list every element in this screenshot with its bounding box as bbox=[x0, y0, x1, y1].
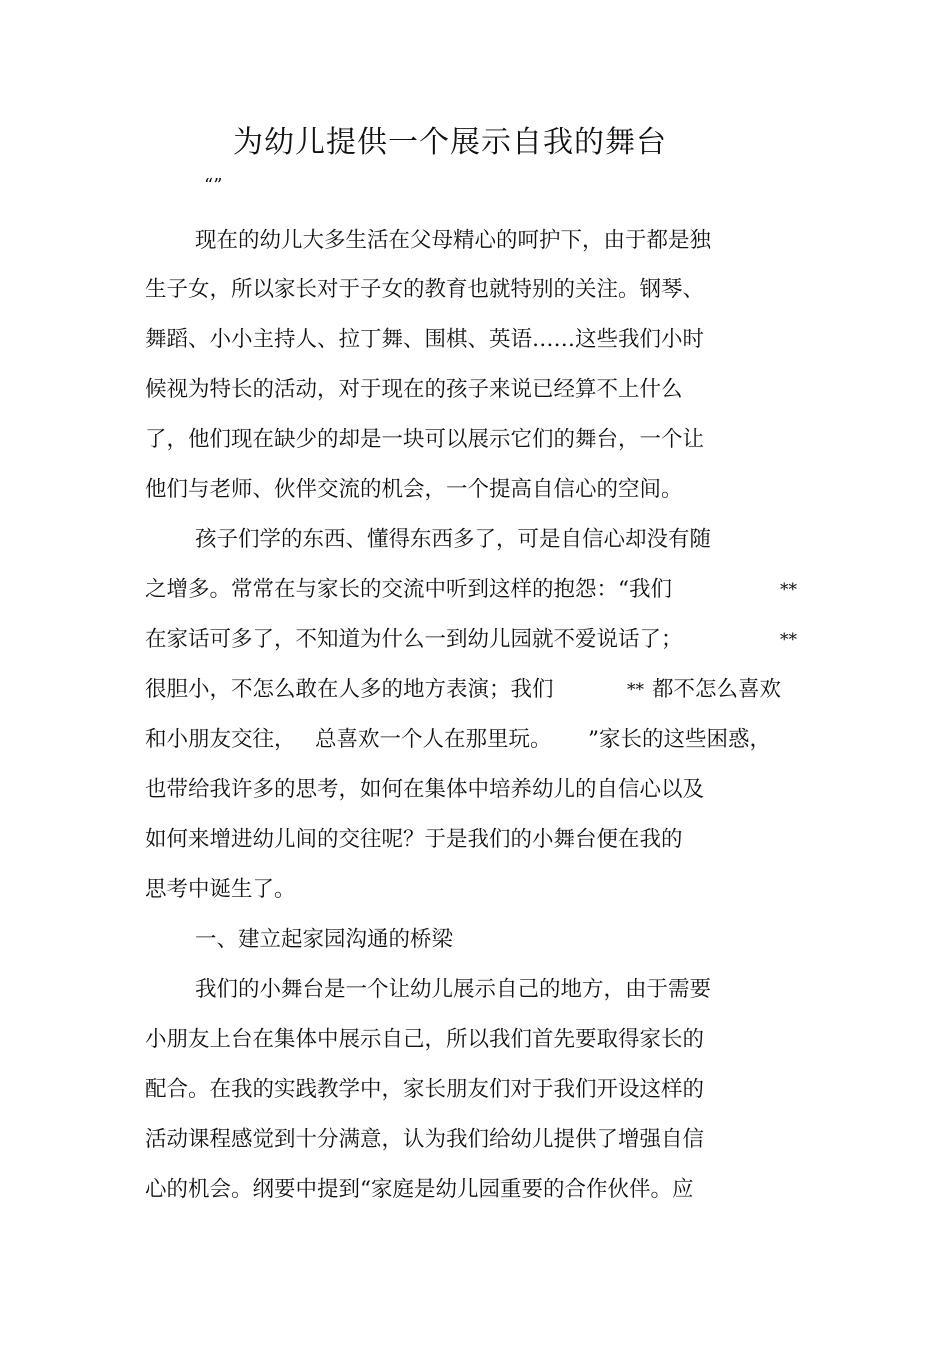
paragraph-line: 候视为特长的活动，对于现在的孩子来说已经算不上什么 bbox=[145, 377, 683, 402]
paragraph-line: 之增多。常常在与家长的交流中听到这样的抱怨：“我们 bbox=[145, 577, 672, 602]
paragraph-line: 现在的幼儿大多生活在父母精心的呵护下，由于都是独 bbox=[195, 228, 712, 253]
paragraph-line: 生子女，所以家长对于子女的教育也就特别的关注。钢琴、 bbox=[145, 277, 705, 302]
redaction-mark: ** bbox=[627, 680, 644, 700]
paragraph-line: 总喜欢一个人在那里玩。 bbox=[315, 727, 552, 752]
paragraph-line: 也带给我许多的思考，如何在集体中培养幼儿的自信心以及 bbox=[145, 777, 705, 802]
paragraph-line: 都不怎么喜欢 bbox=[652, 677, 782, 702]
paragraph-line: 和小朋友交往， bbox=[145, 727, 296, 752]
section-heading: 一、建立起家园沟通的桥梁 bbox=[195, 927, 454, 952]
document-title: 为幼儿提供一个展示自我的舞台 bbox=[233, 125, 667, 160]
paragraph-line: 我们的小舞台是一个让幼儿展示自己的地方，由于需要 bbox=[195, 977, 712, 1002]
paragraph-line: 配合。在我的实践教学中，家长朋友们对于我们开设这样的 bbox=[145, 1077, 705, 1102]
paragraph-line: 活动课程感觉到十分满意，认为我们给幼儿提供了增强自信 bbox=[145, 1127, 705, 1152]
document-subtitle: “” bbox=[204, 175, 223, 196]
paragraph-line: 了，他们现在缺少的却是一块可以展示它们的舞台，一个让 bbox=[145, 427, 705, 452]
paragraph-line: 舞蹈、小小主持人、拉丁舞、围棋、英语……这些我们小时 bbox=[145, 327, 705, 352]
paragraph-line: 心的机会。纲要中提到“家庭是幼儿园重要的合作伙伴。应 bbox=[145, 1177, 694, 1202]
paragraph-line: 思考中诞生了。 bbox=[145, 877, 296, 902]
paragraph-line: 小朋友上台在集体中展示自己，所以我们首先要取得家长的 bbox=[145, 1027, 705, 1052]
paragraph-line: ”家长的这些困惑， bbox=[588, 727, 771, 752]
paragraph-line: 如何来增进幼儿间的交往呢？于是我们的小舞台便在我的 bbox=[145, 827, 683, 852]
redaction-mark: ** bbox=[780, 580, 797, 600]
paragraph-line: 在家话可多了，不知道为什么一到幼儿园就不爱说话了； bbox=[145, 627, 683, 652]
redaction-mark: ** bbox=[780, 630, 797, 650]
paragraph-line: 他们与老师、伙伴交流的机会，一个提高自信心的空间。 bbox=[145, 477, 683, 502]
paragraph-line: 孩子们学的东西、懂得东西多了，可是自信心却没有随 bbox=[195, 527, 712, 552]
paragraph-line: 很胆小，不怎么敢在人多的地方表演；我们 bbox=[145, 677, 554, 702]
